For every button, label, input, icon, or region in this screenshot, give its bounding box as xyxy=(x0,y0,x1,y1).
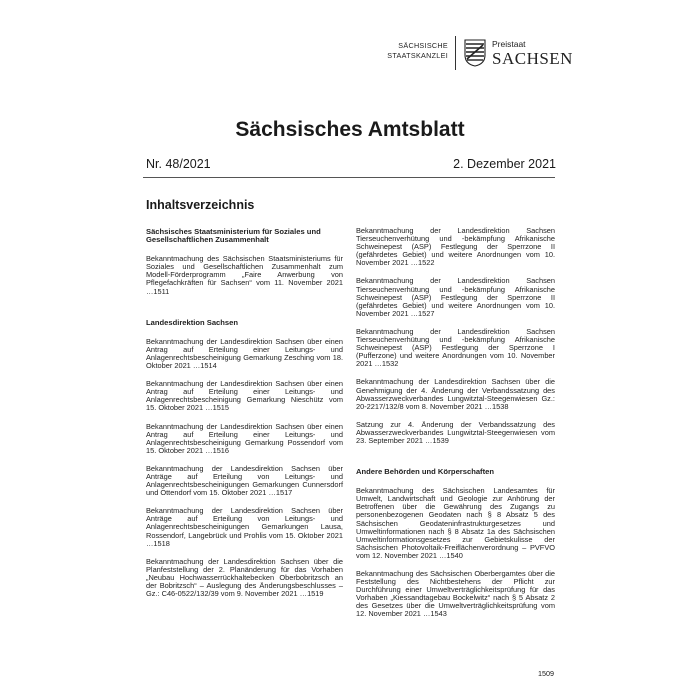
toc-entry[interactable] xyxy=(356,421,555,445)
entry-text: Bekanntmachung der Landesdirektion Sachsen über einen Antrag auf Erteilung einer Leitungs- und Anlagenrechtsbescheinigung Gemarkung Zesching vom 18. Oktober 2021 xyxy=(146,336,343,371)
toc-entry[interactable] xyxy=(356,277,555,317)
logo-divider xyxy=(455,36,456,70)
entry-page: …1540 xyxy=(439,550,463,560)
toc-entry[interactable] xyxy=(356,570,555,619)
entry-text: Bekanntmachung der Landesdirektion Sachsen über die Planfeststellung der 2. Planänderung für das Vorhaben „Neubau Hochwasserrückhaltebecken Oberbobritzsch an der Bobritzsch“ – Auslegung des Änderungsbeschlusses – Gz.: C46-0522/132/39 vom 9. November 2021 xyxy=(146,556,343,599)
section-heading: Andere Behörden und Körperschaften xyxy=(356,467,494,477)
toc-entry[interactable] xyxy=(146,338,343,370)
toc-entry[interactable] xyxy=(356,487,555,560)
entry-page: …1518 xyxy=(146,538,170,548)
toc-entry[interactable] xyxy=(146,465,343,497)
entry-page: …1511 xyxy=(146,286,170,296)
toc-entry[interactable] xyxy=(356,378,555,410)
toc-entry[interactable] xyxy=(146,255,343,295)
entry-page: …1517 xyxy=(268,488,293,498)
entry-page: …1539 xyxy=(425,435,449,445)
entry-page: …1532 xyxy=(374,359,399,369)
kanzlei-line2: STAATSKANZLEI xyxy=(387,51,448,60)
issue-date: 2. Dezember 2021 xyxy=(453,157,556,171)
staatskanzlei-wordmark xyxy=(368,41,448,61)
toc-right-column xyxy=(356,227,555,629)
issue-number: Nr. 48/2021 xyxy=(146,157,211,171)
page-title: Sächsisches Amtsblatt xyxy=(235,118,465,141)
entry-text: Bekanntmachung des Sächsischen Staatsministeriums für Soziales und Gesellschaftlichen Zusammenhalt zum Modell-Förderprogramm „Faire Anwerbung von Pflegefachkräften für Sachsen“ vom 11. November 2021 xyxy=(146,254,343,288)
entry-text: Satzung zur 4. Änderung der Verbandssatzung des Abwasserzweckverbandes Lungwitztal-Steegenwiesen vom 23. September 2021 xyxy=(356,419,555,445)
toc-entry[interactable] xyxy=(146,507,343,547)
kanzlei-line1: SÄCHSISCHE xyxy=(398,41,448,50)
brand-small: Preistaat xyxy=(492,39,526,49)
brand-large: SACHSEN xyxy=(492,49,573,68)
toc-left-column xyxy=(146,228,343,608)
entry-page: …1527 xyxy=(410,308,435,318)
entry-text: Bekanntmachung der Landesdirektion Sachsen Tierseuchenverhütung und -bekämpfung Afrikanische Schweinepest (ASP) Festlegung der Sperrzone II (gefährdetes Gebiet) und weitere Anordnungen vom 10. November 2021 xyxy=(356,276,555,318)
entry-page: …1516 xyxy=(205,445,230,455)
header-logos xyxy=(360,36,573,76)
entry-text: Bekanntmachung des Sächsischen Landesamtes für Umwelt, Landwirtschaft und Geologie zur Anhörung der Betroffenen über die Gewährung des Zugangs zu personenbezogenen Geodaten nach § 8 Absatz 5 des Sächsischen Geodateninfrastrukturgesetzes und Umweltinformationen nach § 8 Absatz 1a des Sächsischen Umweltinformationsgesetzes zur Gebietskulisse der Sächsischen Photovoltaik-Freiflächenverordnung – PVFVO vom 12. November 2021 xyxy=(356,486,555,560)
entry-page: …1522 xyxy=(410,258,435,268)
entry-page: …1543 xyxy=(422,609,447,619)
entry-text: Bekanntmachung der Landesdirektion Sachsen über einen Antrag auf Erteilung einer Leitungs- und Anlagenrechtsbescheinigung Gemarkung Possendorf vom 15. Oktober 2021 xyxy=(146,421,343,455)
entry-page: …1519 xyxy=(299,589,324,599)
entry-text: Bekanntmachung der Landesdirektion Sachsen über die Genehmigung der 4. Änderung der Verbandssatzung des Abwasserzweckverbandes Lungwitztal-Steegenwiesen Gz.: 20-2217/132/8 vom 8. November 2021 xyxy=(356,377,555,411)
entry-page: …1538 xyxy=(484,401,509,411)
section-heading: Sächsisches Staatsministerium für Soziales und Gesellschaftlichen Zusammenhalt xyxy=(146,227,321,245)
entry-text: Bekanntmachung der Landesdirektion Sachsen über Anträge auf Erteilung von Leitungs- und Anlagenrechtsbescheinigungen Gemarkungen Lausa, Rossendorf, Langebrück und Prohlis vom 15. Oktober 2021 xyxy=(146,506,343,540)
entry-page: …1514 xyxy=(192,361,217,371)
entry-text: Bekanntmachung der Landesdirektion Sachsen Tierseuchenverhütung und -bekämpfung Afrikanische Schweinepest (ASP) Festlegung der Sperrzone II (gefährdetes Gebiet) und weitere Anordnungen vom 10. November 2021 xyxy=(356,226,555,268)
toc-entry[interactable] xyxy=(356,328,555,368)
toc-entry[interactable] xyxy=(356,227,555,267)
entry-text: Bekanntmachung der Landesdirektion Sachsen über Anträge auf Erteilung von Leitungs- und Anlagenrechtsbescheinigungen Gemarkungen Cunnersdorf und Ottendorf vom 15. Oktober 2021 xyxy=(146,463,343,498)
entry-text: Bekanntmachung der Landesdirektion Sachsen über einen Antrag auf Erteilung einer Leitungs- und Anlagenrechtsbescheinigung Gemarkung Nieschütz vom 15. Oktober 2021 xyxy=(146,379,343,413)
toc-entry[interactable] xyxy=(146,380,343,412)
toc-title: Inhaltsverzeichnis xyxy=(146,198,255,212)
page-number: 1509 xyxy=(538,669,554,678)
entry-text: Bekanntmachung des Sächsischen Oberbergamtes über die Feststellung des Nichtbestehens der Pflicht zur Durchführung einer Umweltverträglichkeitsprüfung für das Vorhaben „Kiessandtagebau Bockelwitz“ nach § 5 Absatz 2 des Gesetzes über die Umweltverträglichkeitsprüfung vom 12. November 2021 xyxy=(356,569,555,619)
toc-entry[interactable] xyxy=(146,558,343,598)
entry-page: …1515 xyxy=(205,403,230,413)
entry-text: Bekanntmachung der Landesdirektion Sachsen Tierseuchenverhütung und -bekämpfung Afrikanische Schweinepest (ASP) Festlegung der Sperrzone I (Pufferzone) und weitere Anordnungen vom 10. November 2021 xyxy=(356,326,555,369)
section-heading: Landesdirektion Sachsen xyxy=(146,317,238,327)
toc-entry[interactable] xyxy=(146,423,343,455)
saxony-crest-icon xyxy=(464,39,486,67)
header-rule xyxy=(143,177,555,178)
